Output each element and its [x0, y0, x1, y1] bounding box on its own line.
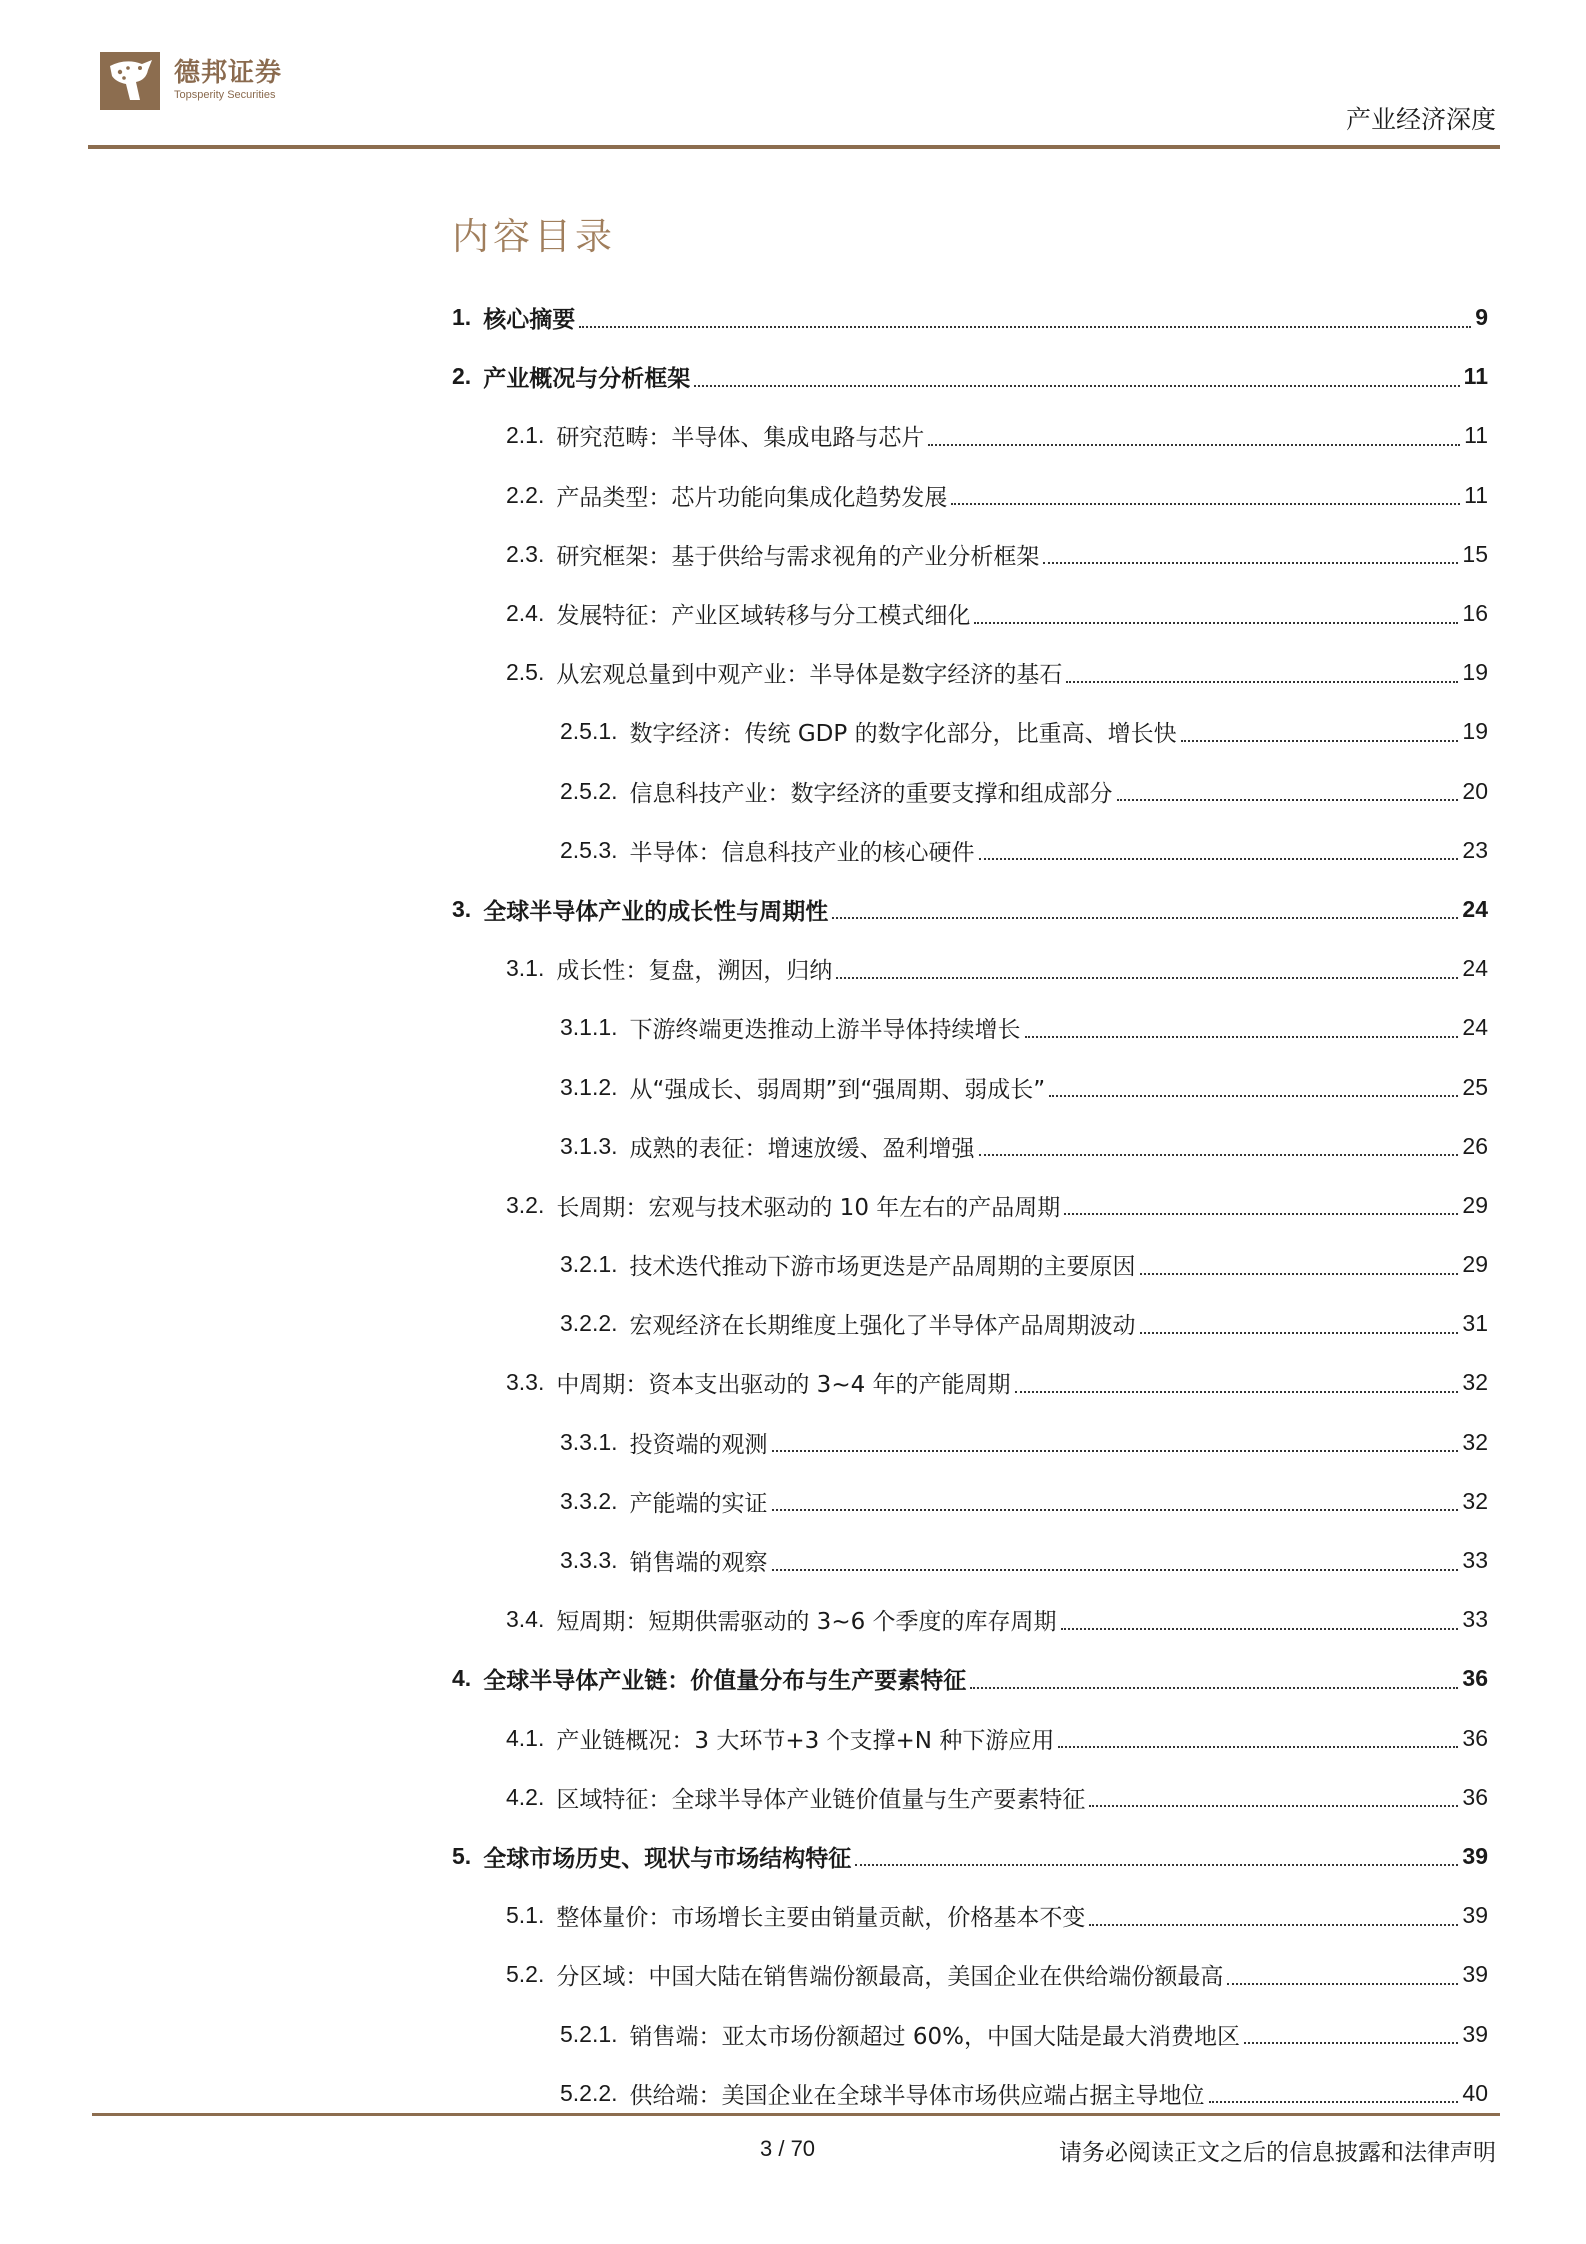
- toc-entry-number: 3.3.3.: [560, 1547, 618, 1574]
- toc-entry-number: 3.1.1.: [560, 1014, 618, 1041]
- toc-entry[interactable]: [452, 1768, 1488, 1827]
- toc-entry-label: 供给端：美国企业在全球半导体市场供应端占据主导地位: [629, 2082, 1205, 2109]
- toc-entry-number: 3.2.1.: [560, 1251, 618, 1278]
- toc-entry[interactable]: [452, 1235, 1488, 1294]
- toc-entry[interactable]: [452, 1709, 1488, 1768]
- toc-entry-page: 11: [1464, 422, 1488, 449]
- dot-leader: [1064, 1213, 1458, 1215]
- toc-entry[interactable]: [452, 762, 1488, 821]
- dot-leader: [1089, 1805, 1458, 1807]
- header-divider: [88, 145, 1500, 149]
- toc-entry-label: 区域特征：全球半导体产业链价值量与生产要素特征: [556, 1786, 1086, 1813]
- toc-entry-page: 39: [1462, 2020, 1488, 2047]
- toc-entry-page: 16: [1462, 600, 1488, 627]
- page-title: 内容目录: [452, 215, 616, 258]
- toc-entry-label: 长周期：宏观与技术驱动的 10 年左右的产品周期: [556, 1194, 1061, 1221]
- toc-entry-page: 26: [1462, 1132, 1488, 1159]
- toc-entry-page: 25: [1462, 1073, 1488, 1100]
- toc-entry-number: 4.: [452, 1665, 472, 1692]
- toc-entry-page: 39: [1462, 1902, 1488, 1929]
- toc-entry-number: 2.5.1.: [560, 718, 618, 745]
- toc-entry[interactable]: [452, 1176, 1488, 1235]
- dot-leader: [1227, 1983, 1458, 1985]
- toc-entry[interactable]: [452, 1590, 1488, 1649]
- toc-entry-number: 2.5.3.: [560, 836, 618, 863]
- toc-entry-number: 2.3.: [506, 540, 545, 567]
- dot-leader: [579, 326, 1471, 328]
- dot-leader: [951, 503, 1460, 505]
- toc-entry-page: 24: [1462, 1014, 1488, 1041]
- toc-entry[interactable]: [452, 1945, 1488, 2004]
- toc-entry-number: 3.: [452, 895, 472, 922]
- toc-entry-page: 39: [1462, 1842, 1488, 1869]
- table-of-contents: [452, 288, 1488, 2123]
- toc-entry-label: 信息科技产业：数字经济的重要支撑和组成部分: [629, 780, 1113, 807]
- toc-entry-label: 研究范畴：半导体、集成电路与芯片: [556, 425, 925, 452]
- dot-leader: [1043, 562, 1458, 564]
- toc-entry-label: 宏观经济在长期维度上强化了半导体产品周期波动: [629, 1313, 1136, 1340]
- toc-entry-label: 产品类型：芯片功能向集成化趋势发展: [556, 484, 948, 511]
- toc-entry-page: 29: [1462, 1191, 1488, 1218]
- dot-leader: [1181, 740, 1459, 742]
- toc-entry-page: 32: [1462, 1428, 1488, 1455]
- toc-entry-number: 3.2.2.: [560, 1310, 618, 1337]
- toc-entry-label: 全球半导体产业链：价值量分布与生产要素特征: [483, 1668, 967, 1695]
- dot-leader: [1140, 1332, 1459, 1334]
- company-logo: [96, 44, 336, 116]
- toc-entry-label: 中周期：资本支出驱动的 3~4 年的产能周期: [556, 1372, 1011, 1399]
- legal-disclaimer: 请务必阅读正文之后的信息披露和法律声明: [1059, 2140, 1496, 2166]
- toc-entry-label: 产能端的实证: [629, 1490, 768, 1517]
- toc-entry-label: 销售端：亚太市场份额超过 60%，中国大陆是最大消费地区: [629, 2023, 1240, 2050]
- toc-entry-label: 从宏观总量到中观产业：半导体是数字经济的基石: [556, 662, 1063, 689]
- toc-entry[interactable]: [452, 880, 1488, 939]
- toc-entry[interactable]: [452, 406, 1488, 465]
- toc-entry[interactable]: [452, 288, 1488, 347]
- dot-leader: [928, 444, 1460, 446]
- toc-entry-page: 11: [1463, 363, 1488, 390]
- toc-entry-label: 发展特征：产业区域转移与分工模式细化: [556, 603, 971, 630]
- dot-leader: [772, 1450, 1459, 1452]
- toc-entry-number: 2.5.2.: [560, 777, 618, 804]
- toc-entry[interactable]: [452, 1472, 1488, 1531]
- toc-entry-label: 产业链概况：3 大环节+3 个支撑+N 种下游应用: [556, 1727, 1055, 1754]
- toc-entry-page: 36: [1462, 1665, 1488, 1692]
- toc-entry-label: 分区域：中国大陆在销售端份额最高，美国企业在供给端份额最高: [556, 1964, 1224, 1991]
- toc-entry-number: 3.2.: [506, 1191, 545, 1218]
- dot-leader: [1066, 681, 1458, 683]
- dot-leader: [974, 622, 1458, 624]
- toc-entry[interactable]: [452, 525, 1488, 584]
- toc-entry-number: 3.3.1.: [560, 1428, 618, 1455]
- toc-entry-number: 4.2.: [506, 1783, 545, 1810]
- toc-entry[interactable]: [452, 1294, 1488, 1353]
- dot-leader: [1117, 799, 1459, 801]
- toc-entry-number: 5.2.2.: [560, 2079, 618, 2106]
- toc-entry-label: 销售端的观察: [629, 1550, 768, 1577]
- toc-entry-number: 5.: [452, 1842, 472, 1869]
- toc-entry[interactable]: [452, 1886, 1488, 1945]
- toc-entry-number: 3.1.2.: [560, 1073, 618, 1100]
- dot-leader: [1049, 1095, 1458, 1097]
- toc-entry-label: 数字经济：传统 GDP 的数字化部分，比重高、增长快: [629, 721, 1177, 748]
- footer-divider: [92, 2113, 1500, 2116]
- dot-leader: [772, 1509, 1459, 1511]
- toc-entry-page: 23: [1462, 836, 1488, 863]
- toc-entry-label: 投资端的观测: [629, 1431, 768, 1458]
- dot-leader: [855, 1864, 1458, 1866]
- dot-leader: [979, 858, 1459, 860]
- toc-entry-number: 2.4.: [506, 600, 545, 627]
- toc-entry[interactable]: [452, 2004, 1488, 2063]
- toc-entry-page: 9: [1475, 304, 1488, 331]
- toc-entry-number: 2.: [452, 363, 472, 390]
- toc-entry-label: 短周期：短期供需驱动的 3~6 个季度的库存周期: [556, 1609, 1057, 1636]
- toc-entry-label: 核心摘要: [483, 307, 576, 334]
- toc-entry-page: 40: [1462, 2079, 1488, 2106]
- toc-entry-page: 36: [1462, 1783, 1488, 1810]
- dot-leader: [1089, 1924, 1458, 1926]
- toc-entry[interactable]: [452, 821, 1488, 880]
- toc-entry[interactable]: [452, 643, 1488, 702]
- toc-entry[interactable]: [452, 1117, 1488, 1176]
- toc-entry-label: 产业概况与分析框架: [483, 366, 691, 393]
- toc-entry-page: 31: [1462, 1310, 1488, 1337]
- dot-leader: [1244, 2042, 1458, 2044]
- toc-entry-label: 技术迭代推动下游市场更迭是产品周期的主要原因: [629, 1254, 1136, 1281]
- logo-name-en: Topsperity Securities: [174, 89, 276, 101]
- dot-leader: [694, 385, 1459, 387]
- toc-entry-number: 3.3.2.: [560, 1487, 618, 1514]
- toc-entry-number: 2.1.: [506, 422, 545, 449]
- dot-leader: [1058, 1746, 1458, 1748]
- toc-entry[interactable]: [452, 1413, 1488, 1472]
- toc-entry[interactable]: [452, 939, 1488, 998]
- dot-leader: [970, 1687, 1458, 1689]
- toc-entry-page: 19: [1462, 659, 1488, 686]
- toc-entry-page: 32: [1462, 1487, 1488, 1514]
- toc-entry-page: 24: [1462, 895, 1488, 922]
- toc-entry-page: 36: [1462, 1724, 1488, 1751]
- toc-entry[interactable]: [452, 998, 1488, 1057]
- dot-leader: [1209, 2101, 1459, 2103]
- toc-entry[interactable]: [452, 1827, 1488, 1886]
- toc-entry-label: 下游终端更迭推动上游半导体持续增长: [629, 1017, 1021, 1044]
- toc-entry-page: 33: [1462, 1606, 1488, 1633]
- toc-entry-page: 11: [1464, 481, 1488, 508]
- toc-entry-number: 2.5.: [506, 659, 545, 686]
- logo-mark-icon: [96, 46, 164, 114]
- toc-entry-label: 整体量价：市场增长主要由销量贡献，价格基本不变: [556, 1905, 1086, 1932]
- logo-name-cn: 德邦证券: [174, 58, 283, 88]
- toc-entry-page: 15: [1462, 540, 1488, 567]
- dot-leader: [1061, 1628, 1459, 1630]
- toc-entry-number: 3.4.: [506, 1606, 545, 1633]
- toc-entry[interactable]: [452, 466, 1488, 525]
- toc-entry-label: 全球半导体产业的成长性与周期性: [483, 898, 829, 925]
- toc-entry-number: 1.: [452, 304, 472, 331]
- toc-entry-page: 32: [1462, 1369, 1488, 1396]
- toc-entry-label: 研究框架：基于供给与需求视角的产业分析框架: [556, 543, 1040, 570]
- dot-leader: [1015, 1391, 1459, 1393]
- toc-entry-number: 5.2.1.: [560, 2020, 618, 2047]
- toc-entry[interactable]: [452, 1353, 1488, 1412]
- toc-entry-number: 4.1.: [506, 1724, 545, 1751]
- toc-entry[interactable]: [452, 1649, 1488, 1708]
- toc-entry-page: 19: [1462, 718, 1488, 745]
- toc-entry[interactable]: [452, 702, 1488, 761]
- toc-entry-label: 从“强成长、弱周期”到“强周期、弱成长”: [629, 1076, 1046, 1103]
- toc-entry-label: 全球市场历史、现状与市场结构特征: [483, 1845, 852, 1872]
- toc-entry-page: 33: [1462, 1547, 1488, 1574]
- toc-entry-label: 成熟的表征：增速放缓、盈利增强: [629, 1135, 975, 1162]
- toc-entry-number: 2.2.: [506, 481, 545, 508]
- toc-entry-page: 24: [1462, 955, 1488, 982]
- toc-entry-label: 成长性：复盘，溯因，归纳: [556, 958, 833, 985]
- toc-entry[interactable]: [452, 347, 1488, 406]
- toc-entry-number: 3.3.: [506, 1369, 545, 1396]
- dot-leader: [836, 977, 1458, 979]
- page-indicator: 3 / 70: [760, 2136, 816, 2161]
- report-type: 产业经济深度: [1345, 105, 1496, 134]
- toc-entry-number: 3.1.3.: [560, 1132, 618, 1159]
- dot-leader: [832, 917, 1458, 919]
- toc-entry-page: 39: [1462, 1961, 1488, 1988]
- toc-entry[interactable]: [452, 584, 1488, 643]
- dot-leader: [1025, 1036, 1459, 1038]
- toc-entry-page: 20: [1462, 777, 1488, 804]
- dot-leader: [1140, 1273, 1459, 1275]
- toc-entry-number: 5.1.: [506, 1902, 545, 1929]
- toc-entry-label: 半导体：信息科技产业的核心硬件: [629, 839, 975, 866]
- dot-leader: [979, 1154, 1459, 1156]
- dot-leader: [772, 1569, 1459, 1571]
- toc-entry-number: 5.2.: [506, 1961, 545, 1988]
- toc-entry-page: 29: [1462, 1251, 1488, 1278]
- toc-entry-number: 3.1.: [506, 955, 545, 982]
- toc-entry[interactable]: [452, 1057, 1488, 1116]
- toc-entry[interactable]: [452, 1531, 1488, 1590]
